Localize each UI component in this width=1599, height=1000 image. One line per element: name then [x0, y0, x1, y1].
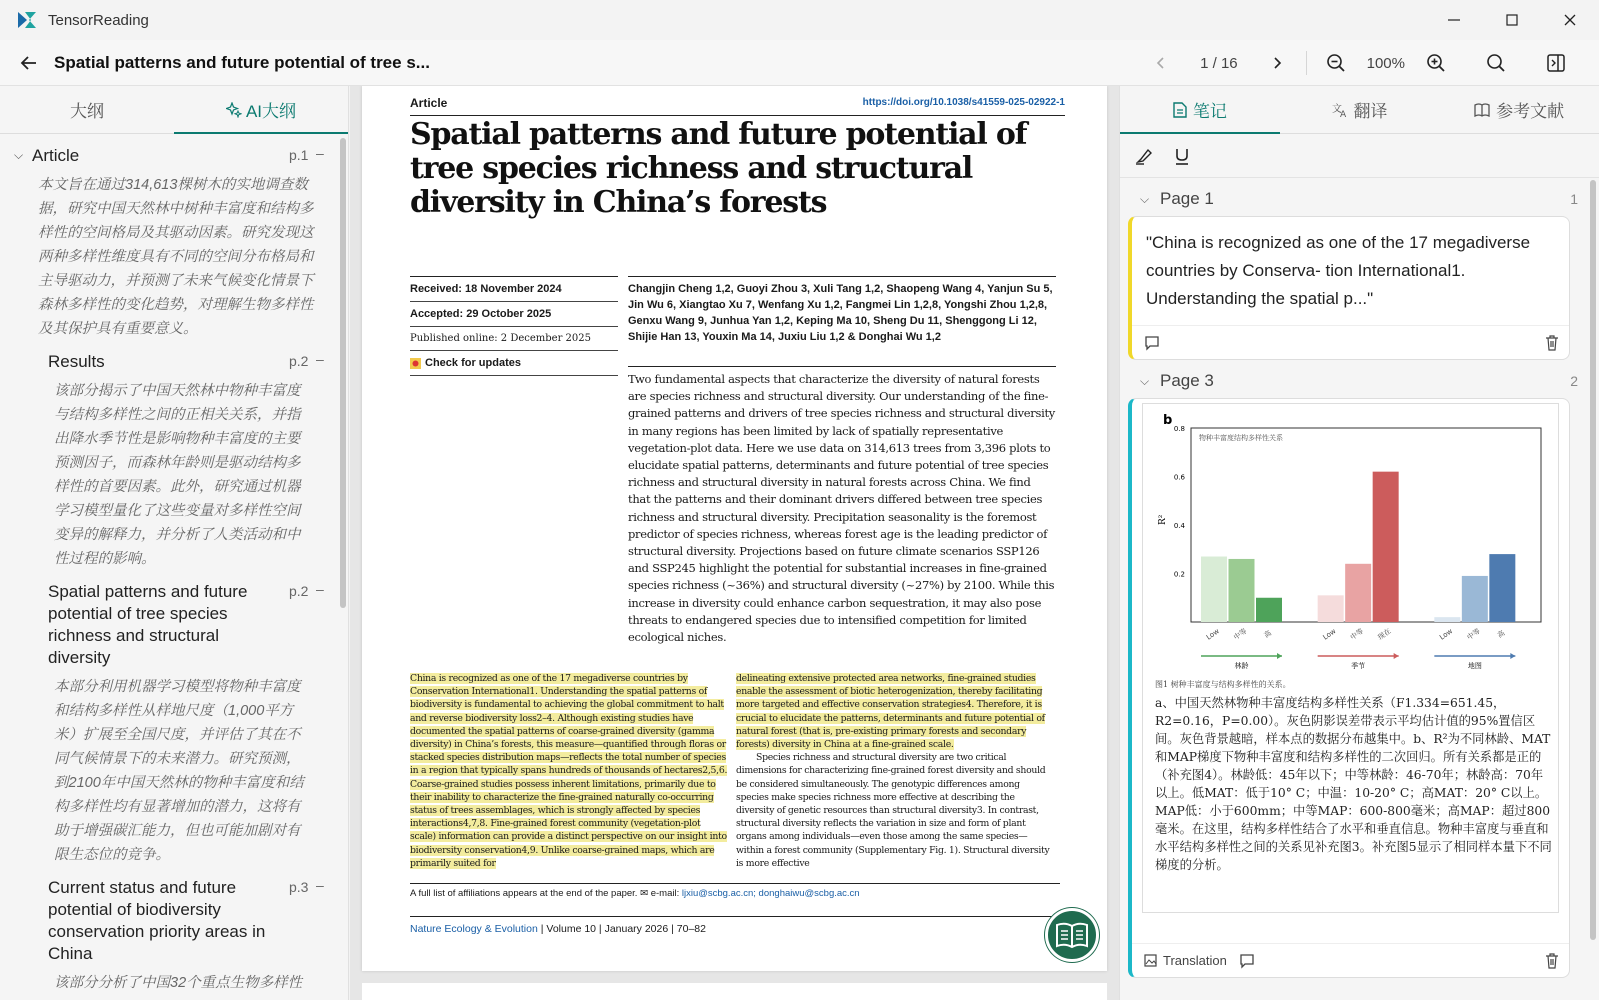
- zoom-out-button[interactable]: [1319, 46, 1353, 80]
- highlighter-icon: [1135, 147, 1153, 165]
- x-tick-label: 中等: [1232, 627, 1249, 642]
- tab-outline[interactable]: [0, 86, 174, 133]
- outline-item-page: p.2: [289, 583, 309, 599]
- document-toolbar: [0, 40, 1599, 86]
- highlight-tool-button[interactable]: [1130, 142, 1158, 170]
- published-date: Published online: 2 December 2025: [410, 327, 618, 351]
- toggle-sidebar-button[interactable]: [1539, 46, 1573, 80]
- bar: [1462, 576, 1488, 622]
- back-button[interactable]: [14, 48, 44, 78]
- title-bar: [0, 0, 1599, 40]
- bar: [1201, 557, 1227, 622]
- accepted-date: Accepted: 29 October 2025: [410, 302, 618, 327]
- group-label: 季节: [1351, 662, 1366, 670]
- outline-item-summary: 本部分利用机器学习模型将物种丰富度和结构多样性从样地尺度（1,000平方米）扩展至全国尺度，并评估了其在不同气候情景下的未来潜力。研究预测，到2100年中国天然林的物种丰富度和结构多样性均有显著增加的潜力，这将有助于增强碳汇能力，但也可能加剧对有限生态位的竞争。: [54, 679, 304, 863]
- highlighted-text[interactable]: China is recognized as one of the 17 megadiverse countries by Conservation International1. Understanding the spatial patterns of biodiversity is fundamental to achieving the global commitment to halt and reverse biodiversity loss2–4. Although existing studies have documented the spatial patterns of coarse-grained diversity (gamma diversity) in China’s forests, this measure—quantified through floras or stacked species distribution maps—reflects the total number of species in a region that typically spans hundreds of thousands of hectares2,5,6. Coarse-grained studies possess inherent limitations, primarily due to their inability to characterize the fine-grained naturally co-occurring status of trees assemblages, which is strongly affected by species interactions4,7,8. Fine-grained forest community (vegetation-plot scale) information can provide a distinct perspective on our insight into biodiversity conservation4,9. Unlike coarse-grained maps, which are primarily suited for: [410, 673, 728, 869]
- y-tick-label: 0.2: [1173, 570, 1185, 579]
- translate-icon: [1332, 102, 1348, 118]
- outline-item-summary: 该部分揭示了中国天然林中物种丰富度与结构多样性之间的正相关关系，并指出降水季节性是影响物种丰富度的主要预测因子，而森林年龄则是驱动结构多样性的首要因素。此外，研究通过机器学习模型量化了这些变量对多样性空间变异的解释力，并分析了人类活动和中性过程的影响。: [54, 383, 301, 567]
- close-icon: [1563, 13, 1577, 27]
- bar: [1229, 559, 1255, 622]
- tab-references[interactable]: [1439, 86, 1599, 133]
- footnote-text: A full list of affiliations appears at the end of the paper.: [410, 888, 638, 899]
- chevron-down-icon[interactable]: ⌵: [1140, 373, 1150, 388]
- notes-panel: [1119, 86, 1599, 1000]
- tab-translate-label: 翻译: [1353, 102, 1388, 121]
- pdf-viewer[interactable]: [350, 86, 1119, 1000]
- chevron-left-icon: [1154, 56, 1168, 70]
- bar: [1489, 554, 1515, 622]
- trash-icon[interactable]: [1545, 335, 1559, 351]
- outline-panel: [0, 86, 349, 1000]
- sparkle-icon: [226, 102, 242, 118]
- tab-ai-outline-label: AI大纲: [245, 102, 297, 121]
- y-tick-label: 0.8: [1173, 425, 1185, 433]
- bar: [1345, 564, 1371, 622]
- chevron-right-icon: [1270, 56, 1284, 70]
- collapse-icon[interactable]: –: [316, 581, 324, 597]
- y-tick-label: 0.4: [1173, 522, 1185, 530]
- paper-title: Spatial patterns and future potential of tree species richness and structural diversity in China’s forests: [410, 117, 1027, 220]
- email-label: e-mail:: [650, 888, 680, 899]
- book-icon: [1474, 103, 1490, 117]
- bar: [1318, 595, 1344, 622]
- outline-item[interactable]: [14, 145, 338, 341]
- check-updates-label: Check for updates: [425, 357, 521, 369]
- annotation-tools: [1120, 134, 1599, 178]
- translation-label[interactable]: Translation: [1163, 953, 1227, 968]
- outline-item[interactable]: [48, 581, 338, 867]
- figure-panel-label: b: [1163, 413, 1173, 428]
- note-group-page-1: [1120, 182, 1588, 360]
- article-dates: [410, 276, 618, 376]
- toolbar-divider: [1306, 51, 1307, 75]
- note-group-header[interactable]: [1120, 182, 1588, 216]
- bar: [1373, 472, 1399, 622]
- arrow-head: [1510, 653, 1515, 659]
- x-tick-label: 高: [1496, 629, 1507, 640]
- arrow-head: [1277, 653, 1282, 659]
- x-tick-label: Low: [1321, 627, 1338, 642]
- notes-scrollbar[interactable]: [1590, 180, 1596, 940]
- outline-list: [0, 135, 338, 1000]
- note-group-title: Page 1: [1160, 189, 1214, 208]
- group-label: 地图: [1467, 662, 1482, 670]
- page-indicator[interactable]: 1 / 16: [1200, 54, 1238, 72]
- journal-issue: | Volume 10 | January 2026 | 70–82: [540, 923, 706, 935]
- sidebar-panel-icon: [1546, 53, 1566, 73]
- note-group-title: Page 3: [1160, 371, 1214, 390]
- tab-ai-outline[interactable]: [174, 86, 348, 133]
- chart-title: 物种丰富度结构多样性关系: [1199, 434, 1283, 442]
- pdf-page-next[interactable]: [362, 983, 1107, 1000]
- check-updates-link[interactable]: [410, 351, 618, 376]
- collapse-icon[interactable]: –: [316, 351, 324, 367]
- outline-item-page: p.3: [289, 879, 309, 895]
- close-window-button[interactable]: [1541, 0, 1599, 40]
- header-rule: [410, 115, 1065, 116]
- x-tick-label: 中等: [1348, 627, 1366, 642]
- reading-mode-button[interactable]: [1045, 908, 1099, 962]
- maximize-button[interactable]: [1483, 0, 1541, 40]
- received-date: Received: 18 November 2024: [410, 276, 618, 302]
- app-name: TensorReading: [48, 11, 149, 29]
- article-label: Article: [410, 96, 448, 110]
- next-page-button[interactable]: [1260, 46, 1294, 80]
- prev-page-button[interactable]: [1144, 46, 1178, 80]
- highlighted-text[interactable]: delineating extensive protected area networks, fine-grained studies enable the assessment of biotic heterogenization, thereby facilitating more targeted and effective conservation strategies4. Therefore, it is crucial to elucidate the patterns, determinants and future potential of natural forest (that is, pre-existing primary forests and secondary forests) diversity in China at a fine-grained scale.: [736, 673, 1045, 751]
- email-icon: ✉: [640, 888, 649, 899]
- tab-outline-label: 大纲: [70, 102, 104, 121]
- figure-caption-short: 图1 树种丰富度与结构多样性的关系。: [1155, 680, 1291, 689]
- chevron-down-icon[interactable]: ⌵: [1140, 191, 1150, 206]
- outline-item-title[interactable]: Results: [48, 352, 105, 371]
- note-group-count: 1: [1570, 191, 1578, 207]
- abstract: Two fundamental aspects that characterize the diversity of natural forests are species richness and structural diversity. Our understanding of the fine-grained patterns and drivers of tree species richness and structural diversity in many regions has been limited by lack of spatially representative vegetation-plot data. Here we use data on 314,613 trees from 3,396 plots to elucidate spatial patterns, determinants and future potential of tree species richness and structural diversity in natural forests across China. We find that the patterns and their dominant drivers differed between tree species richness and structural diversity. Precipitation seasonality is the foremost predictor of species richness, whereas forest age is the leading predictor of structural diversity. Projections based on future climate scenarios SSP126 and SSP245 highlight the potential for substantial increases in fine-grained species richness (~36%) and structural diversity (~27%) by 2100. While this increase in diversity could enhance carbon sequestration, it may also pose threats to endangered species due to intensified competition for limited ecological niches.: [628, 366, 1056, 646]
- search-icon: [1486, 53, 1506, 73]
- arrow-left-icon: [20, 54, 38, 72]
- x-tick-label: 现在: [1376, 627, 1393, 642]
- arrow-head: [1394, 653, 1399, 659]
- note-group-header[interactable]: [1120, 364, 1588, 398]
- outline-scrollbar[interactable]: [340, 138, 346, 608]
- bar: [1256, 598, 1282, 622]
- outline-item-summary: 本文旨在通过314,613棵树木的实地调查数据，研究中国天然林中树种丰富度和结构多样性的空间格局及其驱动因素。研究发现这两种多样性维度具有不同的空间分布格局和主导驱动力，并预测了未来气候变化情景下森林多样性的变化趋势，对理解生物多样性及其保护具有重要意义。: [38, 177, 314, 337]
- figure-snapshot[interactable]: [1142, 403, 1559, 913]
- comment-icon[interactable]: [1144, 335, 1160, 351]
- outline-item[interactable]: [48, 351, 338, 571]
- outline-item-page: p.1: [289, 147, 309, 163]
- underline-icon: [1174, 147, 1190, 165]
- app-logo-icon: [16, 9, 38, 31]
- document-title: Spatial patterns and future potential of tree s...: [54, 52, 430, 72]
- group-label: 林龄: [1234, 662, 1249, 670]
- outline-item-page: p.2: [289, 353, 309, 369]
- figure-caption: a、中国天然林物种丰富度结构多样性关系（F1.334=651.45，R2=0.16，P=0.00）。灰色阴影误差带表示平均估计值的95%置信区间。灰色背景越暗，样本点的数据分布越集中。b、R²为不同林龄、MAT和MAP梯度下物种丰富度和结构多样性的二次回归。所有关系都是正的（补充图4）。林龄低：45年以下；中等林龄：46-70年；林龄高：70年以上。低MAT：低于10° C；中温：10-20° C；高MAT：20° C以上。MAP低：小于600mm；中等MAP：600-800毫米；高MAP：超过800毫米。在这里，结构多样性结合了水平和垂直信息。物种丰富度与垂直和水平结构多样性之间的关系见补充图3。补充图5显示了相同样本量下不同梯度的分析。: [1155, 696, 1552, 872]
- check-updates-icon: [410, 358, 421, 369]
- doi-link[interactable]: https://doi.org/10.1038/s41559-025-02922-1: [862, 97, 1065, 108]
- body-column-2: [736, 672, 1054, 870]
- note-card[interactable]: [1128, 398, 1570, 978]
- email-links[interactable]: ljxiu@scbg.ac.cn; donghaiwu@scbg.ac.cn: [681, 888, 860, 899]
- comment-icon[interactable]: [1239, 953, 1255, 969]
- outline-item-title[interactable]: Article: [32, 146, 80, 165]
- affiliations-footnote: [410, 883, 1060, 899]
- minimize-icon: [1447, 13, 1461, 27]
- zoom-in-icon: [1426, 53, 1446, 73]
- bar: [1434, 617, 1460, 622]
- trash-icon[interactable]: [1545, 953, 1559, 969]
- y-axis-label: R²: [1158, 514, 1168, 525]
- tab-references-label: 参考文献: [1496, 102, 1565, 121]
- journal-name: Nature Ecology & Evolution: [410, 923, 538, 935]
- pdf-page[interactable]: [362, 86, 1107, 971]
- chevron-down-icon[interactable]: ⌵: [14, 148, 24, 162]
- outline-item-title[interactable]: Current status and future potential of biodiversity conservation priority areas in China: [48, 878, 266, 963]
- search-button[interactable]: [1479, 46, 1513, 80]
- maximize-icon: [1505, 13, 1519, 27]
- tab-translate[interactable]: [1280, 86, 1440, 133]
- bar-chart: [1143, 404, 1563, 694]
- x-tick-label: Low: [1438, 627, 1455, 642]
- collapse-icon[interactable]: –: [316, 145, 324, 161]
- note-card[interactable]: [1128, 216, 1570, 360]
- note-group-page-3: [1120, 364, 1588, 978]
- body-column-1: [410, 672, 728, 870]
- x-tick-label: Low: [1204, 627, 1221, 642]
- minimize-button[interactable]: [1425, 0, 1483, 40]
- note-icon: [1173, 102, 1187, 118]
- tab-notes-label: 笔记: [1192, 102, 1227, 121]
- author-list: Changjin Cheng 1,2, Guoyi Zhou 3, Xuli Tang 1,2, Shaopeng Wang 4, Yanjun Su 5, Jin Wu 6, Xiangtao Xu 7, Wenfang Xu 1,2, Fangmei Lin 1,2,8, Yongshi Zhou 1,2,8, Genxu Wang 9, Junhua Yan 1,2, Keping Ma 10, Sheng Du 11, Shenggong Li 12, Shijie Han 13, Youxin Ma 14, Juxiu Liu 1,2 & Donghai Wu 1,2: [628, 276, 1056, 345]
- zoom-in-button[interactable]: [1419, 46, 1453, 80]
- outline-item[interactable]: [48, 877, 338, 995]
- note-group-count: 2: [1570, 373, 1578, 389]
- outline-item-summary: 该部分分析了中国32个重点生物多样性: [54, 975, 303, 991]
- zoom-level[interactable]: 100%: [1366, 54, 1405, 72]
- svg-text:文: 文: [1331, 103, 1342, 115]
- x-tick-label: 中等: [1465, 627, 1482, 642]
- y-tick-label: 0.6: [1173, 473, 1185, 482]
- journal-footer: [410, 916, 1060, 935]
- svg-text:A: A: [1339, 109, 1346, 118]
- note-quote[interactable]: "China is recognized as one of the 17 megadiverse countries by Conserva- tion International1. Understanding the spatial p...": [1146, 233, 1531, 308]
- underline-tool-button[interactable]: [1168, 142, 1196, 170]
- tab-notes[interactable]: [1120, 86, 1280, 133]
- collapse-icon[interactable]: –: [316, 877, 324, 893]
- x-tick-label: 高: [1262, 629, 1274, 640]
- zoom-out-icon: [1326, 53, 1346, 73]
- image-icon: [1144, 954, 1157, 967]
- open-book-icon: [1055, 921, 1089, 949]
- outline-item-title[interactable]: Spatial patterns and future potential of tree species richness and structural diversity: [48, 582, 248, 667]
- body-paragraph: Species richness and structural diversity are two critical dimensions for characterizing fine-grained forest diversity and should be considered simultaneously. The genotypic differences among species make species richness more effective at describing the diversity of genetic resources than structural diversity3. In contrast, structural diversity reflects the variation in size and form of plant organs among individuals—even those among the same species—within a forest community (Supplementary Fig. 1). Structural diversity is more effective: [736, 752, 1050, 869]
